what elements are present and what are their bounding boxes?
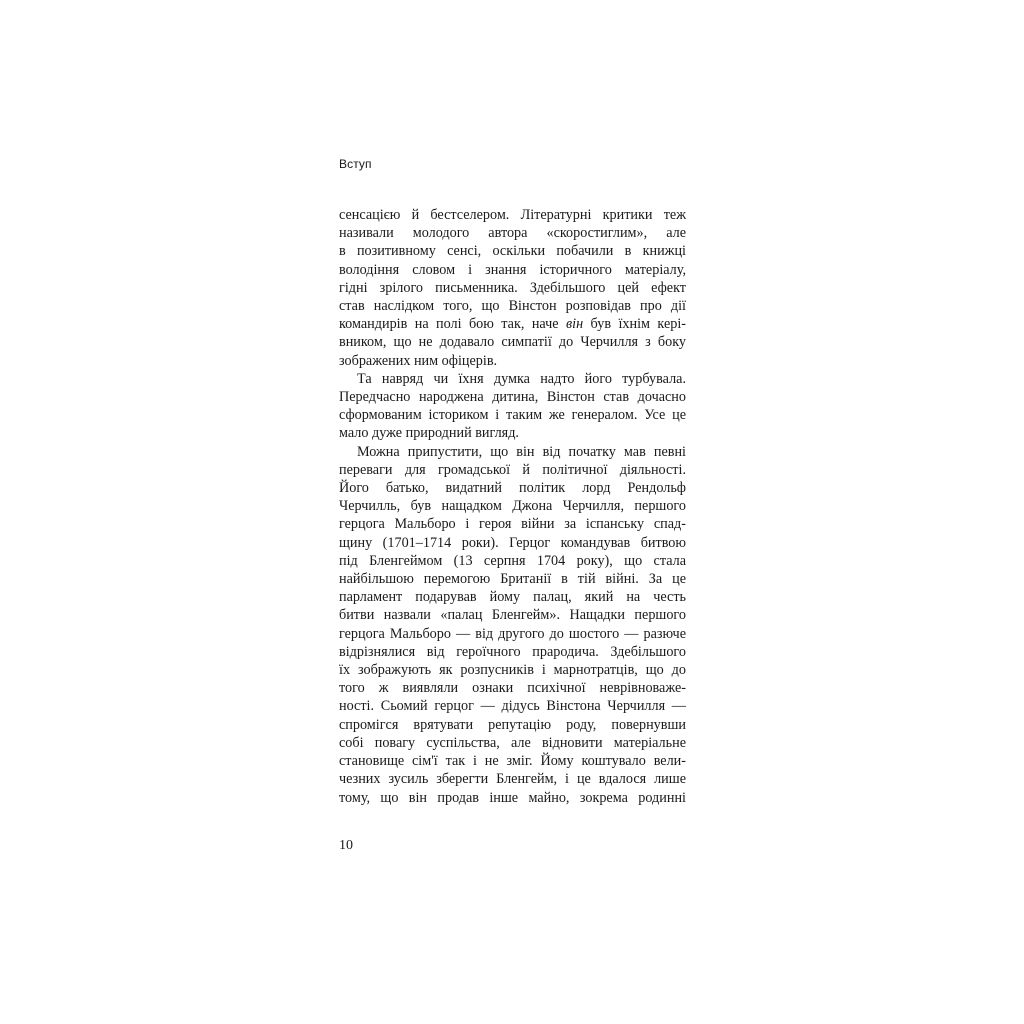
running-head: Вступ [339, 157, 372, 171]
text-line-content: щину (1701–1714 роки). Герцог командував битвою [339, 534, 686, 551]
text-line-content: собі повагу суспільства, але відновити матеріальне [339, 734, 686, 751]
text-line-content: був їхнім кері- [583, 316, 686, 333]
text-line-content: парламент подарував йому палац, який на честь [339, 589, 686, 606]
text-line-content: зображених ним офіцерів. [339, 352, 498, 369]
text-line-content: їх зображують як розпусників і марнотратців, що до [339, 662, 686, 679]
text-line [339, 206, 686, 224]
text-line [339, 625, 686, 643]
text-line [339, 588, 686, 606]
text-line [339, 297, 686, 315]
text-line-content: вником, що не додавало симпатії до Черчилля з боку [339, 334, 686, 351]
text-line [339, 716, 686, 734]
text-line-content: битви назвали «палац Бленгейм». Нащадки першого [339, 607, 686, 624]
text-line-content: командирів на полі бою так, наче [339, 316, 566, 333]
text-line-content: під Бленгеймом (13 серпня 1704 року), що стала [339, 552, 686, 569]
body-text [339, 206, 686, 807]
page-number: 10 [339, 838, 353, 853]
text-line-content: становище сім'ї так і не зміг. Йому коштувало вели- [339, 753, 686, 770]
text-line [339, 406, 686, 424]
text-line-content: сформованим істориком і таким же генералом. Усе це [339, 407, 686, 424]
text-line [339, 643, 686, 661]
text-line [339, 461, 686, 479]
text-line-content: відрізнялися від героїчного прародича. Здебільшого [339, 643, 686, 660]
text-line-content: спромігся врятувати репутацію роду, повернувши [339, 716, 686, 733]
text-line-content: гідні зрілого письменника. Здебільшого цей ефект [339, 279, 686, 296]
text-line [339, 570, 686, 588]
text-line [339, 370, 686, 388]
text-line-content: тому, що він продав інше майно, зокрема родинні [339, 789, 686, 806]
text-line [339, 770, 686, 788]
text-line-content: Можна припустити, що він від початку мав певні [357, 443, 686, 460]
text-line [339, 606, 686, 624]
text-line-content: того ж виявляли ознаки психічної неврівноваже- [339, 680, 686, 697]
text-line-content: сенсацією й бестселером. Літературні критики теж [339, 207, 686, 223]
text-line-content: називали молодого автора «скоростиглим», але [339, 225, 686, 242]
text-line [339, 261, 686, 279]
text-line-content: чезних зусиль зберегти Бленгейм, і це вдалося лише [339, 771, 686, 788]
text-line [339, 479, 686, 497]
text-line [339, 661, 686, 679]
text-line [339, 697, 686, 715]
text-line-content: став наслідком того, що Вінстон розповідав про дії [339, 298, 686, 315]
text-line [339, 679, 686, 697]
text-line [339, 789, 686, 807]
text-line [339, 279, 686, 297]
text-line [339, 734, 686, 752]
text-line [339, 443, 686, 461]
text-line-content: Передчасно народжена дитина, Вінстон став дочасно [339, 389, 686, 406]
text-line [339, 224, 686, 242]
text-line-content: Черчилль, був нащадком Джона Черчилля, першого [339, 498, 686, 515]
text-line-content: переваги для громадської й політичної діяльності. [339, 461, 686, 478]
text-line [339, 333, 686, 351]
text-line [339, 515, 686, 533]
text-line [339, 552, 686, 570]
text-line-content: герцога Мальборо і героя війни за іспанську спад- [339, 516, 686, 533]
text-line [339, 497, 686, 515]
text-line-content: найбільшою перемогою Британії в тій війні. За це [339, 571, 686, 588]
text-line-content: Його батько, видатний політик лорд Рендольф [339, 480, 686, 497]
text-line [339, 352, 686, 370]
text-line-content: герцога Мальборо — від другого до шостого — разюче [339, 625, 686, 642]
text-line-content: в позитивному сенсі, оскільки побачили в книжці [339, 243, 686, 260]
text-line-content: володіння словом і знання історичного матеріалу, [339, 261, 686, 278]
text-line-content: мало дуже природний вигляд. [339, 425, 519, 442]
text-line [339, 752, 686, 770]
text-line [339, 424, 686, 442]
text-line [339, 388, 686, 406]
emphasis-text: він [566, 316, 584, 333]
text-line [339, 242, 686, 260]
text-line [339, 534, 686, 552]
text-line-content: Та навряд чи їхня думка надто його турбувала. [357, 370, 686, 387]
text-line-content: ності. Сьомий герцог — дідусь Вінстона Черчилля — [339, 698, 686, 715]
text-line [339, 315, 686, 333]
